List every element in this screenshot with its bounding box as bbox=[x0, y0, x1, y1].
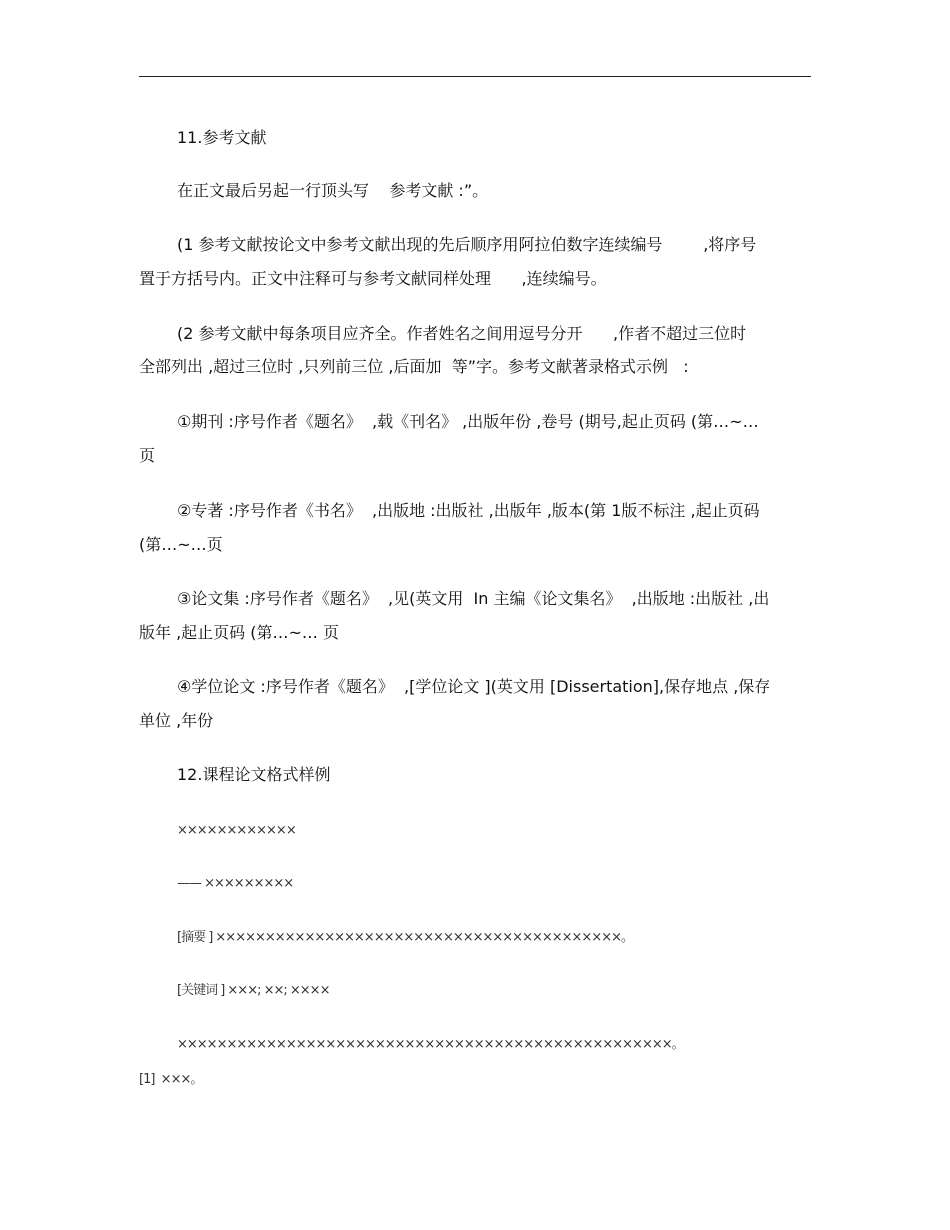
paragraph-line: (2 参考文献中每条项目应齐全。作者姓名之间用逗号分开 ,作者不超过三位时 bbox=[177, 324, 747, 343]
sample-abstract-line: [摘要 ] ×××××××××××××××××××××××××××××××××××××××××。 bbox=[177, 930, 634, 945]
paragraph-line: ③论文集 :序号作者《题名》 ,见(英文用 In 主编《论文集名》 ,出版地 :出版社 ,出 bbox=[177, 589, 770, 608]
paragraph-line: (1 参考文献按论文中参考文献出现的先后顺序用阿拉伯数字连续编号 ,将序号 bbox=[177, 235, 757, 254]
section-heading-sample: 12.课程论文格式样例 bbox=[177, 765, 331, 784]
sample-reference-line: [1] ×××。 bbox=[139, 1072, 203, 1087]
sample-subtitle-line: —— ××××××××× bbox=[177, 876, 294, 891]
sample-title-line: ×××××××××××× bbox=[177, 823, 296, 838]
paragraph-line: ②专著 :序号作者《书名》 ,出版地 :出版社 ,出版年 ,版本(第 1版不标注 ,起止页码 bbox=[177, 501, 760, 520]
paragraph-line: (第…~…页 bbox=[139, 535, 223, 554]
paragraph-line: ④学位论文 :序号作者《题名》 ,[学位论文 ](英文用 [Dissertation],保存地点 ,保存 bbox=[177, 677, 771, 696]
section-heading-references: 11.参考文献 bbox=[177, 128, 267, 147]
paragraph-line: 页 bbox=[139, 446, 156, 465]
paragraph-line: 全部列出 ,超过三位时 ,只列前三位 ,后面加 等”字。参考文献著录格式示例 : bbox=[139, 357, 689, 376]
paragraph-line: 置于方括号内。正文中注释可与参考文献同样处理 ,连续编号。 bbox=[139, 269, 607, 288]
sample-keywords-line: [关键词 ] ×××; ××; ×××× bbox=[177, 983, 330, 998]
paragraph-line: 在正文最后另起一行顶头写 参考文献 :”。 bbox=[177, 181, 489, 200]
paragraph-line: 版年 ,起止页码 (第…~… 页 bbox=[139, 623, 339, 642]
paragraph-line: ①期刊 :序号作者《题名》 ,载《刊名》 ,出版年份 ,卷号 (期号,起止页码 (第…~… bbox=[177, 412, 759, 431]
header-rule bbox=[139, 76, 811, 77]
sample-body-line: ××××××××××××××××××××××××××××××××××××××××××××××××××。 bbox=[177, 1037, 684, 1052]
paragraph-line: 单位 ,年份 bbox=[139, 711, 214, 730]
